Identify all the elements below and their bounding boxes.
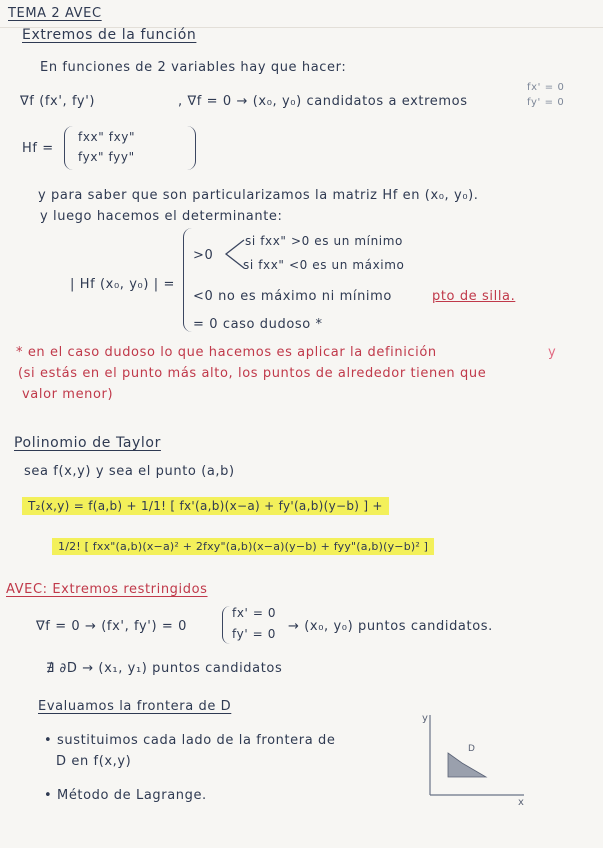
determinant-brace [183, 228, 192, 332]
saddle-point-label: pto de silla. [432, 289, 516, 304]
det-zero: = 0 caso dudoso * [193, 317, 323, 332]
section-heading-avec: AVEC: Extremos restringidos [6, 582, 208, 597]
note-line-2: (si estás en el punto más alto, los puntos de alrededor tienen que [18, 366, 487, 381]
note-line-1-y: y [548, 345, 557, 360]
section-heading-taylor: Polinomio de Taylor [14, 435, 161, 451]
bullet-lagrange: • Método de Lagrange. [44, 788, 207, 803]
bullet-substitute-line-2: D en f(x,y) [56, 754, 132, 769]
sketch-y-label: y [422, 713, 428, 724]
sketch-x-label: x [518, 797, 524, 808]
condition-fy: fy' = 0 [527, 97, 565, 108]
gradient-definition: ∇f (fx', fy') [20, 94, 96, 109]
system-condition-fx: fx' = 0 [232, 606, 277, 620]
gradient-zero-system: ∇f = 0 → (fx', fy') = 0 [36, 619, 187, 634]
region-d-label: D [468, 744, 475, 754]
bullet-substitute-line-1: • sustituimos cada lado de la frontera de [44, 733, 336, 748]
hessian-row-1: fxx" fxy" [78, 130, 136, 144]
hessian-matrix [64, 126, 196, 170]
gradient-zero-candidates: , ∇f = 0 → (x₀, y₀) candidatos a extremos [178, 94, 468, 109]
region-d-shape [448, 753, 486, 777]
border-candidates: ∄ ∂D → (x₁, y₁) puntos candidatos [46, 661, 283, 676]
evaluate-border-heading: Evaluamos la frontera de D [38, 699, 232, 714]
intro-text: En funciones de 2 variables hay que hacer: [40, 60, 347, 75]
hessian-label: Hf = [22, 141, 54, 156]
determinant-label: | Hf (x₀, y₀) | = [70, 277, 175, 292]
page-title: TEMA 2 AVEC [8, 6, 102, 21]
note-line-3: valor menor) [22, 387, 114, 402]
hessian-right-paren [187, 126, 196, 170]
hessian-left-paren [64, 126, 73, 170]
taylor-formula-line-2: 1/2! [ fxx"(a,b)(x−a)² + 2fxy"(a,b)(x−a)(y−b) + fyy"(a,b)(y−b)² ] [52, 538, 434, 555]
condition-fx: fx' = 0 [527, 82, 565, 93]
explanation-line-1: y para saber que son particularizamos la matriz Hf en (x₀, y₀). [38, 188, 479, 203]
note-line-1: * en el caso dudoso lo que hacemos es aplicar la definición [16, 345, 437, 360]
section-heading-extremos: Extremos de la función [22, 27, 197, 43]
system-condition-fy: fy' = 0 [232, 627, 276, 641]
system-brace [222, 606, 230, 644]
candidate-points: → (x₀, y₀) puntos candidatos. [288, 619, 493, 634]
explanation-line-2: y luego hacemos el determinante: [40, 209, 283, 224]
case-maximum: si fxx" <0 es un máximo [243, 258, 405, 272]
region-sketch [412, 705, 537, 810]
case-minimum: si fxx" >0 es un mínimo [245, 234, 403, 248]
det-negative: <0 no es máximo ni mínimo [193, 289, 392, 304]
taylor-formula-line-1: T₂(x,y) = f(a,b) + 1/1! [ fx'(a,b)(x−a) + fy'(a,b)(y−b) ] + [22, 497, 389, 515]
taylor-point-statement: sea f(x,y) y sea el punto (a,b) [24, 464, 235, 479]
hessian-row-2: fyx" fyy" [78, 150, 135, 164]
det-positive: >0 [193, 248, 214, 263]
